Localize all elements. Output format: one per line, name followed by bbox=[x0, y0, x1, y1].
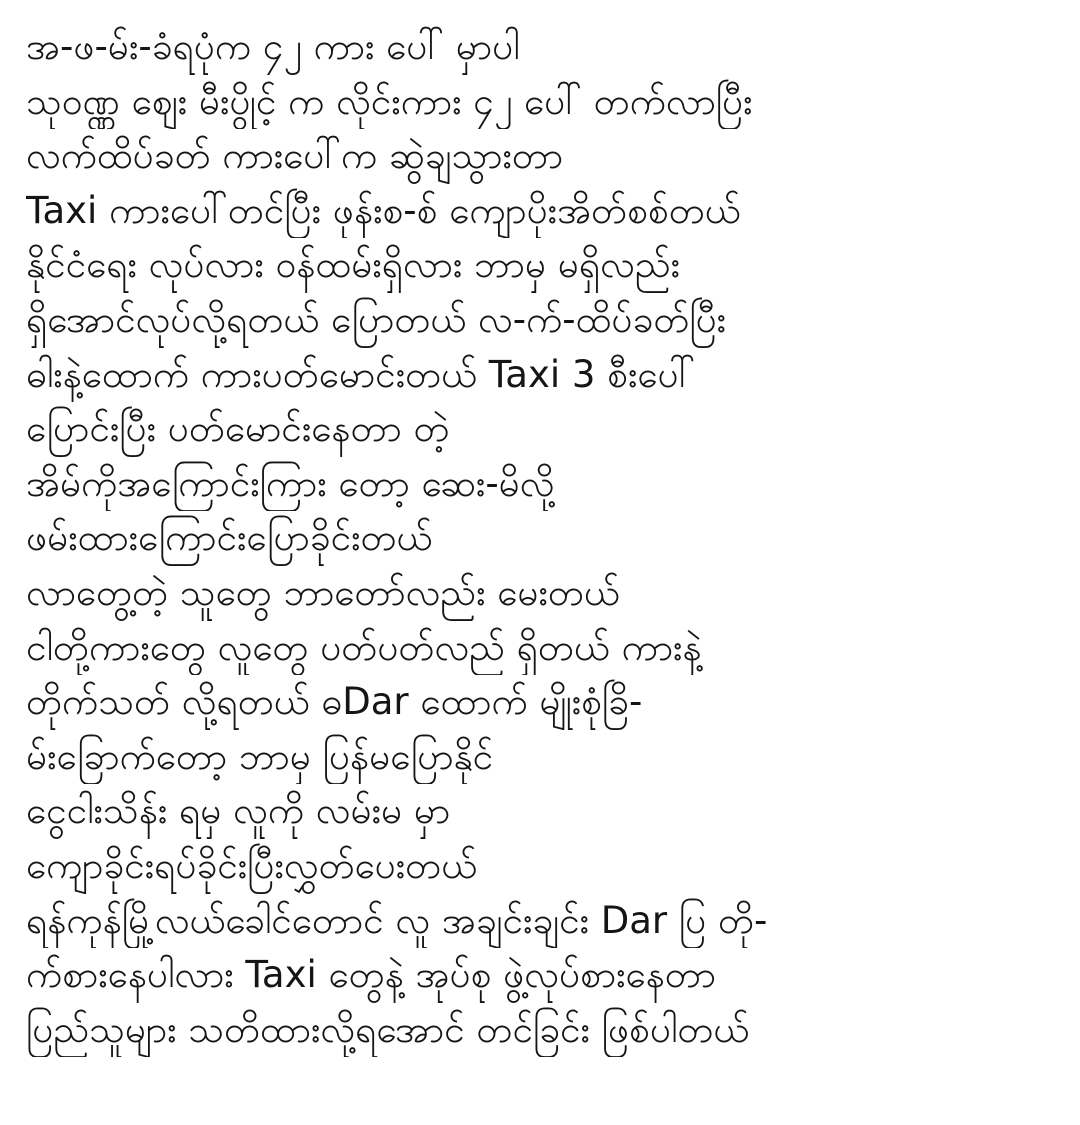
post-line-4: Taxi ကားပေါ်တင်ပြီး ဖုန်းစ-စ် ကျောပိုးအိတ်စစ်တယ် bbox=[26, 188, 741, 232]
post-line-12: ငါတို့ကားတွေ လူတွေ ပတ်ပတ်လည် ရှိတယ် ကားနဲ့ bbox=[26, 625, 702, 669]
post-line-5: နိုင်ငံရေး လုပ်လား ဝန်ထမ်းရှိလား ဘာမှ မရှိလည်း bbox=[26, 243, 681, 287]
post-line-6: ရှိအောင်လုပ်လို့ရတယ် ပြောတယ် လ-က်-ထိပ်ခတ်ပြီး bbox=[26, 297, 727, 341]
post-line-17: ရန်ကုန်မြို့လယ်ခေါင်တောင် လူ အချင်းချင်း Dar ပြ တို- bbox=[26, 898, 768, 942]
post-line-3: လက်ထိပ်ခတ် ကားပေါ်က ဆွဲချသွားတာ bbox=[26, 134, 564, 178]
post-line-8: ပြောင်းပြီး ပတ်မောင်းနေတာ တဲ့ bbox=[26, 407, 450, 451]
post-line-9: အိမ်ကိုအကြောင်းကြား တော့ ဆေး-မိလို့ bbox=[26, 461, 555, 505]
post-line-1: အ-ဖ-မ်း-ခံရပုံက ၄၂ ကား ပေါ် မှာပါ bbox=[26, 25, 520, 68]
post-line-19: ပြည်သူများ သတိထားလို့ရအောင် တင်ခြင်း ဖြစ်ပါတယ် bbox=[26, 1007, 750, 1051]
post-line-7: ဓါးနဲ့ထောက် ကားပတ်မောင်းတယ် Taxi 3 စီးပေါ် bbox=[26, 352, 696, 396]
post-line-11: လာတွေ့တဲ့ သူတွေ ဘာတော်လည်း မေးတယ် bbox=[26, 570, 620, 614]
post-line-14: မ်းခြောက်တော့ ဘာမှ ပြန်မပြောနိုင် bbox=[26, 734, 494, 778]
post-line-2: သုဝဏ္ဏ ဈေး မီးပွိုင့် က လိုင်းကား ၄၂ ပေါ် တက်လာပြီး bbox=[26, 79, 753, 123]
post-line-18: က်စားနေပါလား Taxi တွေနဲ့ အုပ်စု ဖွဲ့လုပ်စားနေတာ bbox=[26, 953, 716, 997]
post-line-15: ငွေငါးသိန်း ရမှ လူကို လမ်းမ မှာ bbox=[26, 789, 451, 833]
post-line-13: တိုက်သတ် လို့ရတယ် ဓDar ထောက် မျိုးစုံခြိ- bbox=[26, 680, 643, 724]
post-line-10: ဖမ်းထားကြောင်းပြောခိုင်းတယ် bbox=[26, 516, 433, 560]
post-line-16: ကျောခိုင်းရပ်ခိုင်းပြီးလွှတ်ပေးတယ် bbox=[26, 843, 478, 887]
post-body bbox=[26, 20, 1066, 1057]
